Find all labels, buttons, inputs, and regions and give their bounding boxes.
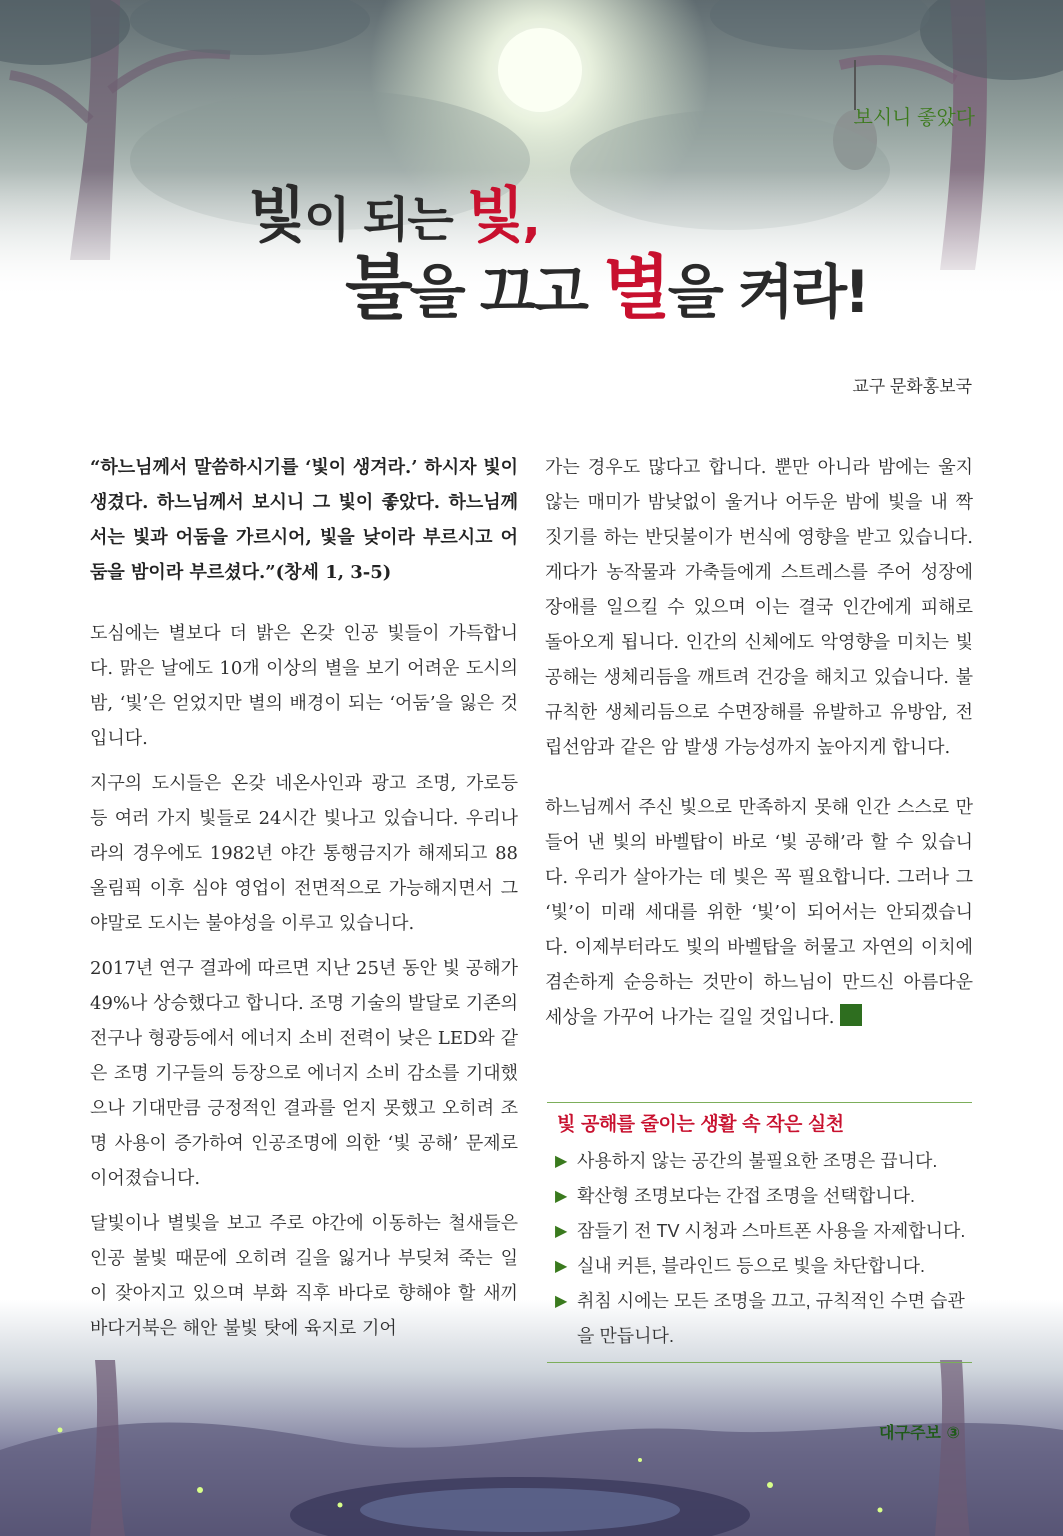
title-line-2 [345, 232, 867, 333]
triangle-right-icon: ▶ [555, 1153, 568, 1170]
practice-item-text: 실내 커튼, 블라인드 등으로 빛을 차단합니다. [577, 1256, 925, 1276]
practice-title: 빛 공해를 줄이는 생활 속 작은 실천 [557, 1113, 844, 1135]
practice-item [547, 1214, 972, 1249]
practice-item-text: 취침 시에는 모든 조명을 끄고, 규칙적인 수면 습관을 만듭니다. [577, 1291, 965, 1346]
body-paragraph: 가는 경우도 많다고 합니다. 뿐만 아니라 밤에는 울지 않는 매미가 밤낮없이 울거나 어두운 밤에 빛을 내 짝짓기를 하는 반딧불이가 번식에 영향을 받고 있습니다. 게다가 농작물과 가축들에게 스트레스를 주어 성장에 장애를 일으킬 수 있으며 이는 결국 인간에게 피해로 돌아오게 됩니다. 인간의 신체에도 악영향을 미치는 빛 공해는 생체리듬을 깨트려 건강을 해치고 있습니다. 불규칙한 생체리듬으로 수면장해를 유발하고 유방암, 전립선암과 같은 암 발생 가능성까지 높아지게 합니다. [545, 457, 973, 758]
page-footer: 대구주보 ③ [879, 1423, 960, 1442]
left-column [90, 450, 518, 1356]
body-paragraph-text: 하느님께서 주신 빛으로 만족하지 못해 인간 스스로 만들어 낸 빛의 바벨탑이 바로 ‘빛 공해’라 할 수 있습니다. 우리가 살아가는 데 빛은 꼭 필요합니다. 그러나 그 ‘빛’이 미래 세대를 위한 ‘빛’이 되어서는 안되겠습니다. 이제부터라도 빛의 바벨탑을 허물고 자연의 이치에 겸손하게 순응하는 것만이 하느님이 만드신 아름다운 세상을 가꾸어 나가는 길일 것입니다. [545, 797, 973, 1028]
practice-item [547, 1179, 972, 1214]
triangle-right-icon: ▶ [555, 1293, 568, 1310]
title-part: 을 켜라! [667, 258, 868, 326]
body-paragraph: 지구의 도시들은 온갖 네온사인과 광고 조명, 가로등 등 여러 가지 빛들로 24시간 빛나고 있습니다. 우리나라의 경우에도 1982년 야간 통행금지가 해제되고 88올림픽 이후 심야 영업이 전면적으로 가능해지면서 그야말로 도시는 불야성을 이루고 있습니다. [90, 773, 518, 934]
title-part: 이 되는 [303, 192, 467, 248]
practice-item-text: 사용하지 않는 공간의 불필요한 조명은 끕니다. [577, 1151, 938, 1171]
body-paragraph: 도심에는 별보다 더 밝은 온갖 인공 빛들이 가득합니다. 맑은 날에도 10개 이상의 별을 보기 어려운 도시의 밤, ‘빛’은 얻었지만 별의 배경이 되는 ‘어둠’을 잃은 것입니다. [90, 623, 518, 749]
triangle-right-icon: ▶ [555, 1188, 568, 1205]
title-part: 별 [603, 247, 668, 329]
triangle-right-icon: ▶ [555, 1258, 568, 1275]
practice-box [547, 1102, 972, 1363]
body-paragraph [545, 790, 973, 1035]
practice-item-text: 확산형 조명보다는 간접 조명을 선택합니다. [577, 1186, 915, 1206]
practice-item-text: 잠들기 전 TV 시청과 스마트폰 사용을 자제합니다. [577, 1221, 966, 1241]
scripture-quote: “하느님께서 말씀하시기를 ‘빛이 생겨라.’ 하시자 빛이 생겼다. 하느님께서 보시니 그 빛이 좋았다. 하느님께서는 빛과 어둠을 가르시어, 빛을 낮이라 부르시고 어둠을 밤이라 부르셨다.”(창세 1, 3-5) [90, 457, 518, 583]
end-mark-icon [840, 1004, 862, 1026]
title-part: , [522, 192, 539, 248]
section-tag: 보시니 좋았다 [853, 107, 975, 129]
body-paragraph: 달빛이나 별빛을 보고 주로 야간에 이동하는 철새들은 인공 불빛 때문에 오히려 길을 잃거나 부딪쳐 죽는 일이 잦아지고 있으며 부화 직후 바다로 향해야 할 새끼 바다거북은 해안 불빛 탓에 육지로 기어 [90, 1213, 518, 1339]
right-column [545, 450, 973, 1045]
title-part: 을 끄고 [409, 258, 604, 326]
title-part: 빛 [248, 181, 304, 251]
title-part: 불 [345, 247, 410, 329]
practice-item [547, 1144, 972, 1179]
title-part: 빛 [466, 181, 523, 251]
body-paragraph: 2017년 연구 결과에 따르면 지난 25년 동안 빛 공해가 49%나 상승했다고 합니다. 조명 기술의 발달로 기존의 전구나 형광등에서 에너지 소비 전력이 낮은 LED와 같은 조명 기구들의 등장으로 에너지 소비 감소를 기대했으나 기대만큼 긍정적인 결과를 얻지 못했고 오히려 조명 사용이 증가하여 인공조명에 의한 ‘빛 공해’ 문제로 이어졌습니다. [90, 958, 518, 1189]
practice-item [547, 1249, 972, 1284]
practice-item [547, 1284, 972, 1354]
triangle-right-icon: ▶ [555, 1223, 568, 1240]
byline: 교구 문화홍보국 [852, 377, 972, 396]
